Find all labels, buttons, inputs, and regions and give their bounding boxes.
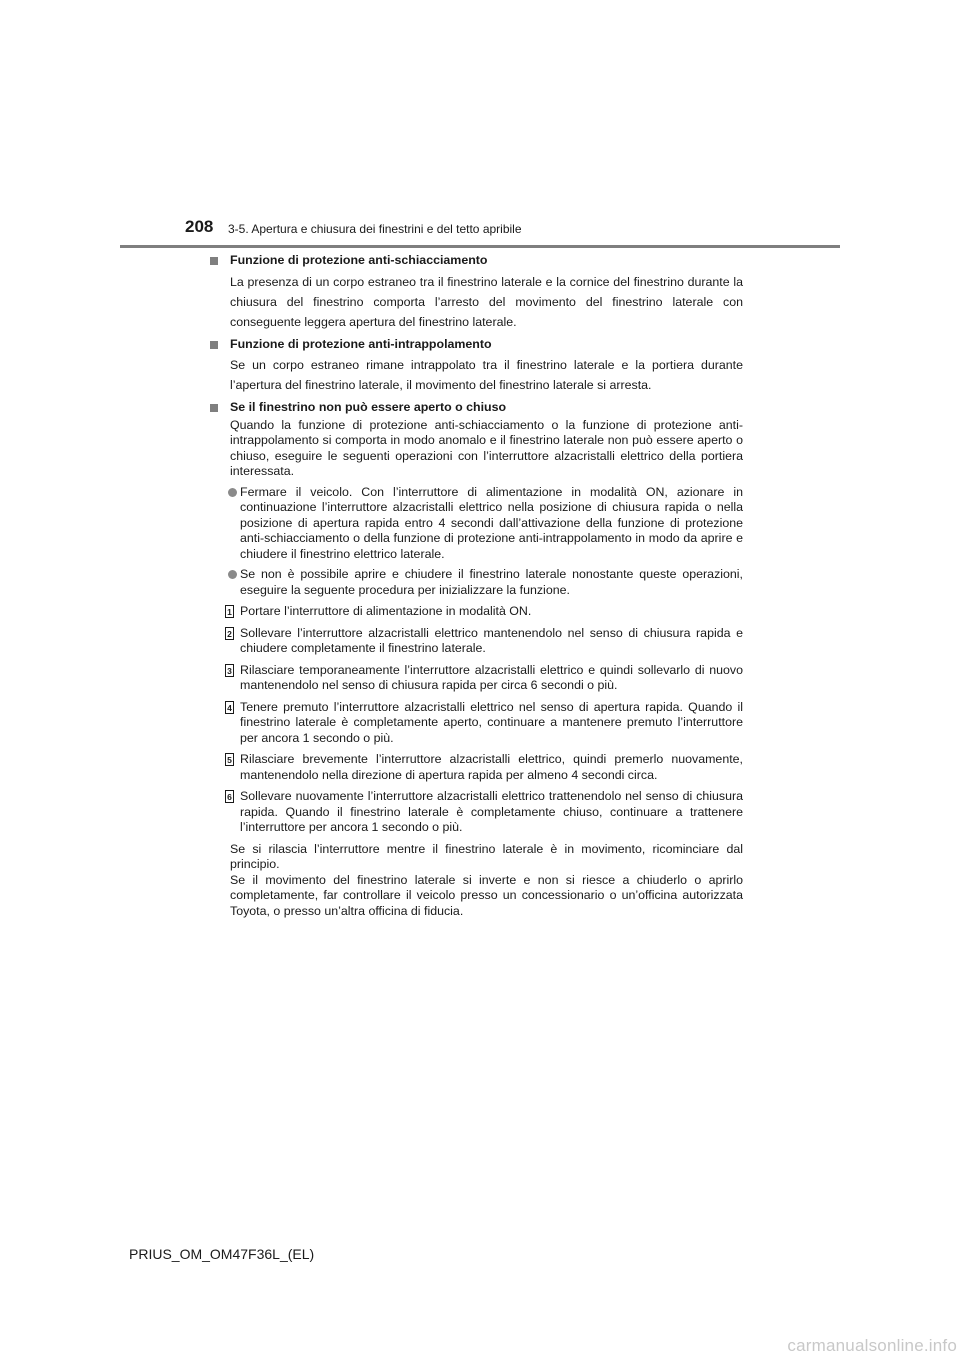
section-title [230, 400, 743, 416]
restart-note: Se si rilascia l’interruttore mentre il finestrino laterale è in movimento, ricominciare dal principio. [230, 841, 743, 871]
service-note: Se il movimento del finestrino laterale si inverte e non si riesce a chiuderlo o aprirlo completamente, far controllare il veicolo presso un concessionario o un’officina autorizzata Toyota, o presso un’altra officina di fiducia. [230, 872, 743, 918]
step-item [227, 789, 743, 836]
list-item-text: Se non è possibile aprire e chiudere il finestrino laterale nonostante queste operazioni, eseguire la seguente procedura per inizializzare la funzione. [240, 567, 743, 597]
square-bullet-icon [210, 341, 218, 349]
step-number-badge: 2 [225, 627, 234, 640]
section-anti-pinch [210, 253, 743, 332]
step-text: Portare l’interruttore di alimentazione in modalità ON. [240, 604, 532, 618]
square-bullet-icon [210, 404, 218, 412]
header-rule [120, 245, 840, 248]
step-number-badge: 4 [225, 701, 234, 714]
step-number-badge: 3 [225, 664, 234, 677]
section-body: Quando la funzione di protezione anti-schiacciamento o la funzione di protezione anti-intrappolamento si comporta in modo anomalo e il finestrino laterale non può essere aperto o chiuso, eseguire le seguenti operazioni con l’interruttore alzacristalli elettrico della portiera interessata. [230, 417, 743, 478]
section-title [230, 337, 743, 353]
section-anti-entrapment [210, 337, 743, 396]
step-text: Rilasciare brevemente l’interruttore alzacristalli elettrico, quindi premerlo nuovamente, mantenendolo nella direzione di apertura rapida per almeno 4 secondi circa. [240, 752, 743, 782]
step-text: Sollevare nuovamente l’interruttore alzacristalli elettrico trattenendolo nel senso di chiusura rapida. Quando il finestrino laterale è completamente chiuso, continuare a trattenere l’interruttore per ancora 1 secondo o più. [240, 789, 743, 834]
list-item [240, 485, 743, 563]
page-number: 208 [185, 217, 214, 236]
section-body: Se un corpo estraneo rimane intrappolato tra il finestrino laterale e la portiera durante l’apertura del finestrino laterale, il movimento del finestrino laterale si arresta. [230, 358, 743, 392]
step-text: Tenere premuto l’interruttore alzacristalli elettrico nel senso di apertura rapida. Quando il finestrino laterale è completamente aperto, continuare a mantenere premuto l’interruttore per ancora 1 secondo o più. [240, 699, 743, 745]
step-item [227, 752, 743, 783]
section-window-cannot-open [210, 400, 743, 919]
page-content [210, 253, 743, 919]
running-header: 3-5. Apertura e chiusura dei finestrini e del tetto apribile [228, 222, 522, 236]
step-item [227, 625, 743, 657]
square-bullet-icon [210, 257, 218, 265]
step-text: Rilasciare temporaneamente l’interruttore alzacristalli elettrico e quindi sollevarlo di nuovo mantenendolo nel senso di chiusura rapida per circa 6 secondi o più. [240, 662, 743, 692]
list-item [240, 567, 743, 598]
step-number-badge: 6 [225, 790, 234, 803]
section-title [230, 253, 743, 269]
section-title-text: Funzione di protezione anti-intrappolamento [230, 336, 492, 351]
footer-document-id: PRIUS_OM_OM47F36L_(EL) [129, 1246, 315, 1262]
watermark: carmanualsonline.info [787, 1336, 957, 1355]
step-item [227, 604, 743, 620]
step-item [227, 699, 743, 747]
circle-bullet-icon [228, 488, 237, 497]
step-text: Sollevare l’interruttore alzacristalli elettrico mantenendolo nel senso di chiusura rapida e chiudere completamente il finestrino laterale. [240, 625, 743, 655]
step-number-badge: 1 [225, 605, 234, 618]
circle-bullet-icon [228, 570, 237, 579]
section-body: La presenza di un corpo estraneo tra il finestrino laterale e la cornice del finestrino durante la chiusura del finestrino comporta l’arresto del movimento del finestrino laterale con conseguente leggera apertura del finestrino laterale. [230, 274, 743, 329]
step-number-badge: 5 [225, 753, 234, 766]
step-item [227, 662, 743, 694]
section-title-text: Funzione di protezione anti-schiacciamento [230, 253, 488, 267]
section-title-text: Se il finestrino non può essere aperto o chiuso [230, 400, 507, 414]
list-item-text: Fermare il veicolo. Con l’interruttore di alimentazione in modalità ON, azionare in continuazione l’interruttore alzacristalli elettrico nella posizione di chiusura rapida o nella posizione di apertura rapida entro 4 secondi dall’attivazione della funzione di protezione anti-schiacciamento o della funzione di protezione anti-intrappolamento in modo da aprire e chiudere il finestrino elettrico laterale. [240, 484, 743, 561]
